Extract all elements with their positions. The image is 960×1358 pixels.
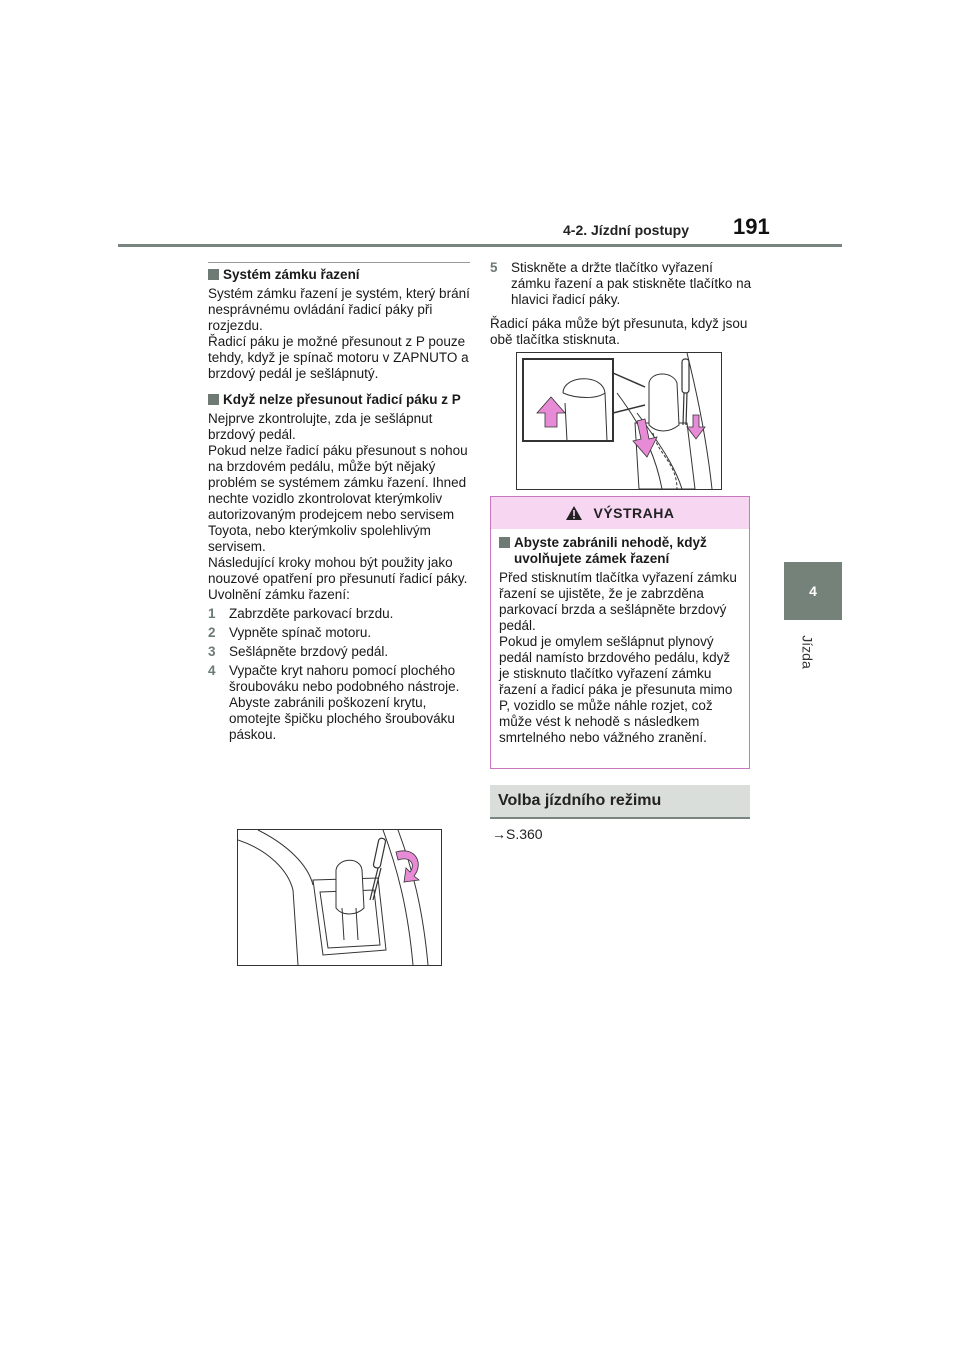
step-4	[208, 663, 470, 743]
square-bullet-icon	[208, 394, 219, 405]
step-3	[208, 644, 470, 660]
paragraph: Řadicí páku je možné přesunout z P pouze tehdy, když je spínač motoru v ZAPNUTO a brzdový pedál je sešlápnutý.	[208, 334, 469, 381]
chapter-label-wrap	[798, 632, 818, 672]
section-rule	[208, 262, 470, 263]
section-title: 4-2. Jízdní postupy	[563, 222, 690, 238]
warning-header	[491, 497, 749, 529]
figure-pry-cover	[237, 829, 442, 966]
step-text: Vypněte spínač motoru.	[229, 625, 372, 640]
section-heading-drive-mode	[490, 785, 750, 819]
warning-box	[490, 496, 750, 769]
step-number: 3	[208, 644, 216, 659]
subheading-text: Abyste zabránili nehodě, když uvolňujete zámek řazení	[514, 535, 707, 566]
step-number: 1	[208, 606, 216, 621]
chapter-number: 4	[809, 583, 817, 599]
subheading-cannot-shift	[208, 392, 470, 408]
rotate-arrow-icon	[396, 851, 419, 882]
page-reference[interactable]: →S.360	[492, 826, 543, 842]
warning-paragraph: Před stisknutím tlačítka vyřazení zámku řazení se ujistěte, že je zabrzděna parkovací brzda a sešlápněte brzdový pedál.	[499, 570, 737, 633]
paragraph: Systém zámku řazení je systém, který brání nesprávnému ovládání řadicí páky při rozjezdu.	[208, 286, 470, 333]
press-arrow-icon	[687, 415, 705, 439]
paragraph: Nejprve zkontrolujte, zda je sešlápnut brzdový pedál.	[208, 411, 433, 442]
step-1	[208, 606, 470, 622]
step-2	[208, 625, 470, 641]
square-bullet-icon	[208, 269, 219, 280]
shift-console-illustration	[238, 830, 441, 965]
step-main-text: Vypačte kryt nahoru pomocí plochého šroubováku nebo podobného nástroje.	[229, 663, 460, 694]
warning-triangle-icon	[565, 505, 583, 521]
step-text	[229, 663, 470, 743]
paragraph: Následující kroky mohou být použity jako nouzové opatření pro přesunutí řadicí páky.	[208, 555, 468, 586]
chapter-label: Jízda	[800, 635, 816, 669]
chapter-tab	[784, 562, 842, 620]
step-note: Abyste zabránili poškození krytu, omotejte špičku plochého šroubováku páskou.	[229, 695, 455, 742]
step-text: Zabrzděte parkovací brzdu.	[229, 606, 394, 621]
step-number: 2	[208, 625, 216, 640]
right-column	[490, 257, 752, 348]
left-column	[208, 262, 470, 743]
subheading-text: Systém zámku řazení	[223, 267, 360, 282]
square-bullet-icon	[499, 537, 510, 548]
step-text: Stiskněte a držte tlačítko vyřazení zámku řazení a pak stiskněte tlačítko na hlavici řadicí páky.	[511, 260, 752, 307]
paragraph: Uvolnění zámku řazení:	[208, 587, 350, 602]
header-divider	[118, 244, 842, 247]
warning-paragraph: Pokud je omylem sešlápnut plynový pedál namísto brzdového pedálu, když je stisknuto tlačítko vyřazení zámku řazení a řadicí páka je přesunuta mimo P, vozidlo se může náhle rozjet, což může vést k nehodě s následkem smrtelného nebo vážného zranění.	[499, 634, 733, 745]
page-number: 191	[733, 214, 770, 239]
step-number: 5	[490, 260, 498, 275]
paragraph: Pokud nelze řadicí páku přesunout s nohou na brzdovém pedálu, může být nějaký problém se systémem zámku řazení. Ihned nechte vozidlo zkontrolovat kterýmkoliv autorizovaným prodejcem nebo servisem Toyota, nebo kterýmkoliv spolehlivým servisem.	[208, 443, 468, 554]
warning-title: VÝSTRAHA	[593, 505, 675, 521]
step-number: 4	[208, 663, 216, 678]
warning-subheading	[499, 535, 741, 567]
warning-body	[491, 529, 749, 752]
subheading-text: Když nelze přesunout řadicí páku z P	[223, 392, 461, 407]
subheading-shift-lock	[208, 267, 470, 283]
paragraph: Řadicí páka může být přesunuta, když jsou obě tlačítka stisknuta.	[490, 316, 748, 347]
step-text: Sešlápněte brzdový pedál.	[229, 644, 389, 659]
shift-release-illustration	[517, 353, 721, 489]
section-heading-text: Volba jízdního režimu	[498, 792, 662, 809]
step-5	[490, 260, 752, 308]
figure-release-buttons	[516, 352, 722, 490]
